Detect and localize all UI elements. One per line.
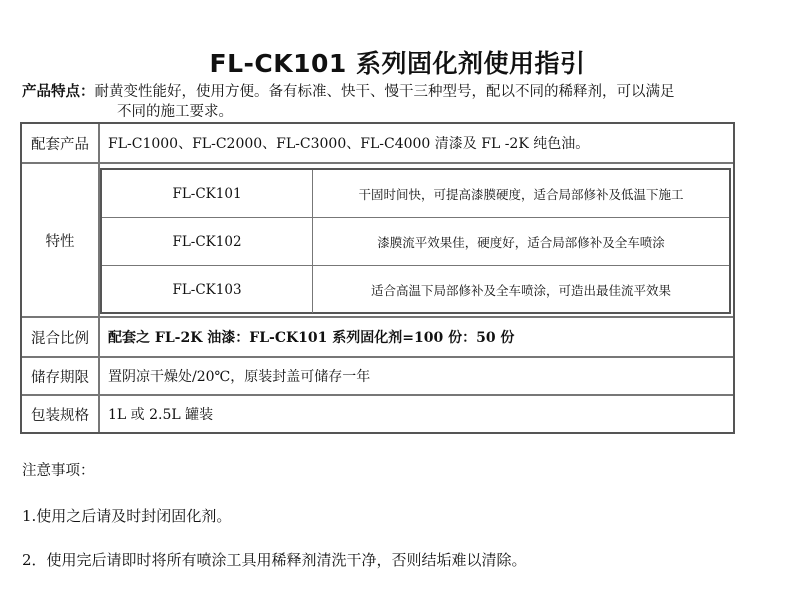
mix-value: 配套之 FL-2K 油漆：FL-CK101 系列固化剂=100 份：50 份 xyxy=(108,330,515,346)
row-storage xyxy=(22,358,733,396)
grade-description: 适合高温下局部修补及全车喷涂，可造出最佳流平效果 xyxy=(370,282,671,298)
features-line2: 不同的施工要求。 xyxy=(117,104,233,120)
grade-code: FL-CK101 xyxy=(102,170,313,217)
row-matching-products xyxy=(22,124,733,164)
note-item: 2．使用完后请即时将所有喷涂工具用稀释剂清洗干净，否则结垢难以清除。 xyxy=(22,551,527,569)
row-mix-ratio xyxy=(22,318,733,358)
grade-description: 漆膜流平效果佳，硬度好，适合局部修补及全车喷涂 xyxy=(377,234,665,250)
note-item: 1.使用之后请及时封闭固化剂。 xyxy=(22,507,232,525)
table-row xyxy=(102,218,729,266)
grade-code: FL-CK102 xyxy=(102,218,313,265)
notes-title: 注意事项： xyxy=(22,463,95,479)
features-label: 产品特点： xyxy=(22,83,95,100)
product-features xyxy=(22,82,762,122)
mix-label: 混合比例 xyxy=(22,318,100,356)
properties-subtable xyxy=(100,168,731,314)
row-properties xyxy=(22,164,733,318)
packaging-value: 1L 或 2.5L 罐装 xyxy=(108,407,214,423)
properties-label: 特性 xyxy=(22,164,100,316)
grade-code: FL-CK103 xyxy=(102,266,313,313)
matching-value: FL-C1000、FL-C2000、FL-C3000、FL-C4000 清漆及 FL -2K 纯色油。 xyxy=(108,136,590,152)
storage-value: 置阴凉干燥处/20℃，原装封盖可储存一年 xyxy=(108,369,371,385)
page-title: FL-CK101 系列固化剂使用指引 xyxy=(209,49,586,78)
packaging-label: 包装规格 xyxy=(22,396,100,432)
table-row xyxy=(102,266,729,313)
matching-label: 配套产品 xyxy=(22,124,100,162)
grade-description: 干固时间快，可提高漆膜硬度，适合局部修补及低温下施工 xyxy=(358,186,684,202)
features-line1: 耐黄变性能好，使用方便。备有标准、快干、慢干三种型号，配以不同的稀释剂，可以满足 xyxy=(94,84,675,100)
storage-label: 储存期限 xyxy=(22,358,100,394)
spec-table xyxy=(20,122,735,434)
row-packaging xyxy=(22,396,733,432)
table-row xyxy=(102,170,729,218)
